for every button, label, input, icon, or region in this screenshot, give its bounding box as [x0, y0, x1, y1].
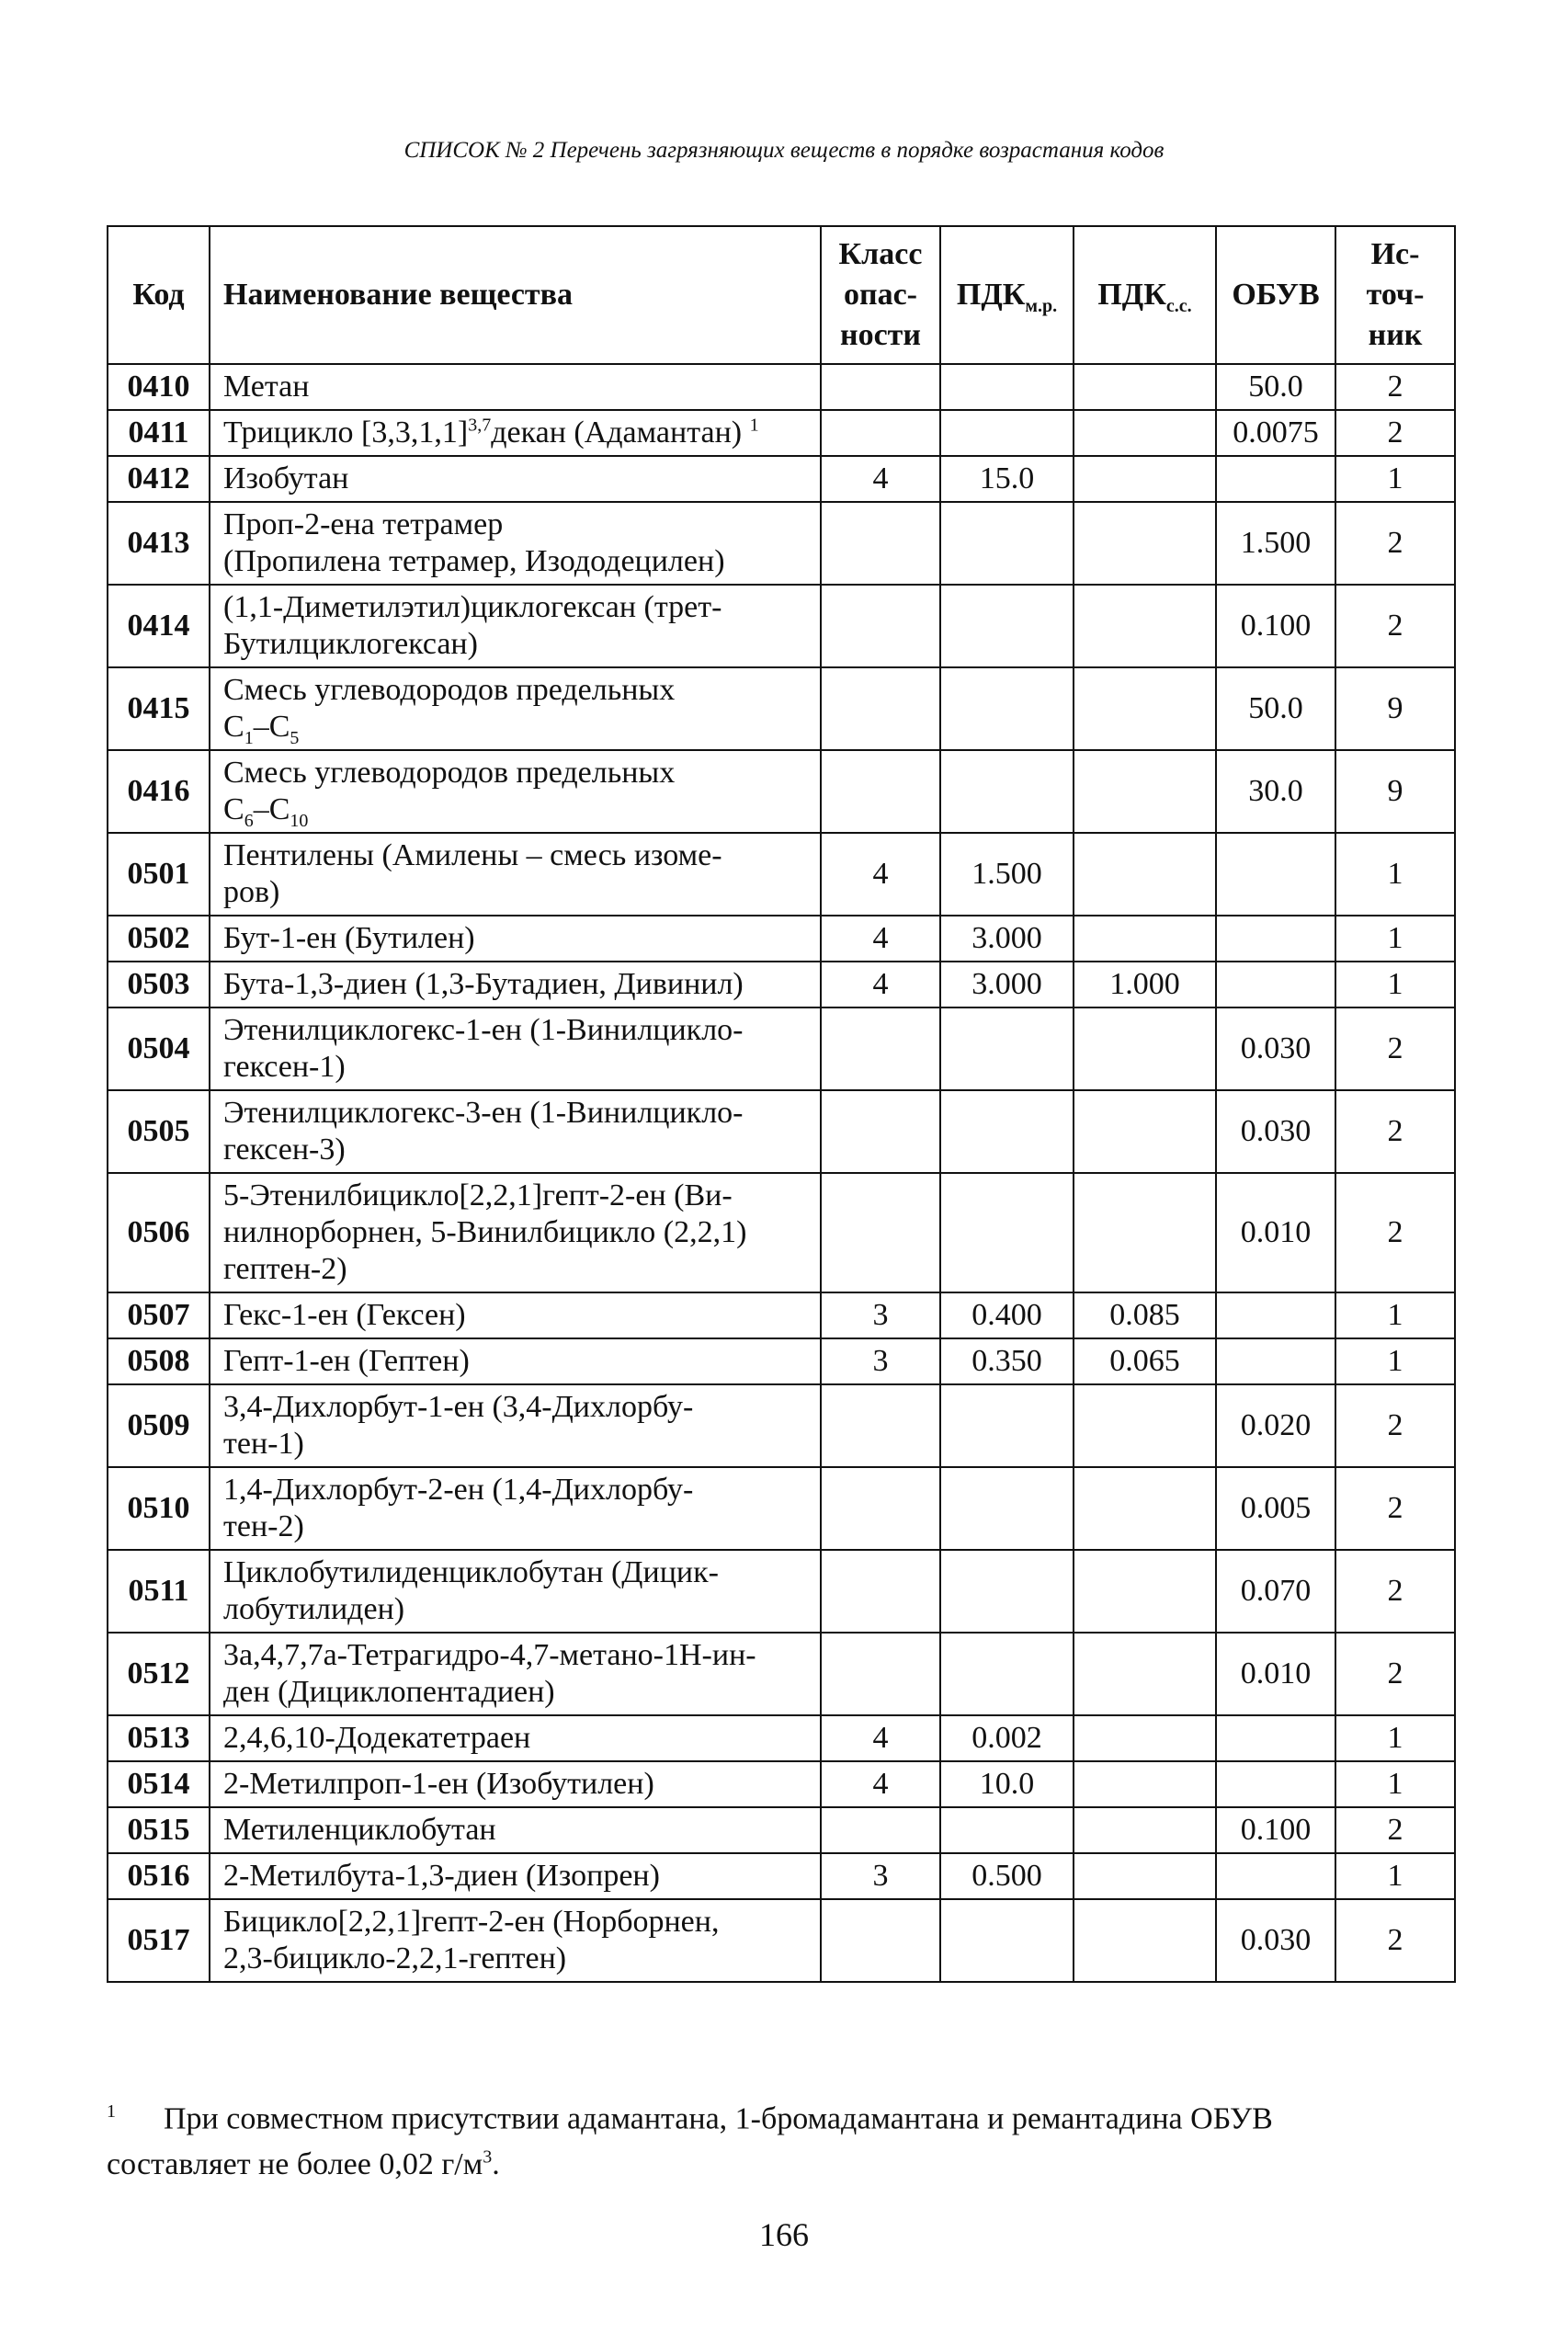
cell-obuv: 0.070: [1216, 1550, 1335, 1633]
cell-source: 1: [1335, 833, 1455, 916]
cell-class: [821, 410, 940, 456]
cell-pdk-mr: [940, 364, 1074, 410]
cell-code: 0512: [108, 1633, 210, 1715]
cell-class: [821, 1550, 940, 1633]
cell-pdk-ss: [1074, 916, 1216, 962]
cell-source: 9: [1335, 667, 1455, 750]
cell-code: 0517: [108, 1899, 210, 1982]
cell-name: Пентилены (Амилены – смесь изоме- ров): [210, 833, 821, 916]
cell-pdk-mr: 1.500: [940, 833, 1074, 916]
cell-name: 2,4,6,10-Додекатетраен: [210, 1715, 821, 1761]
cell-source: 1: [1335, 962, 1455, 1007]
cell-obuv: 0.005: [1216, 1467, 1335, 1550]
cell-pdk-ss: 1.000: [1074, 962, 1216, 1007]
table-row: [108, 1384, 1455, 1467]
table-row: [108, 1467, 1455, 1550]
cell-pdk-mr: 0.400: [940, 1292, 1074, 1338]
substances-table: [107, 225, 1456, 1983]
cell-obuv: [1216, 1292, 1335, 1338]
table-row: [108, 1807, 1455, 1853]
cell-name: Бута-1,3-диен (1,3-Бутадиен, Дивинил): [210, 962, 821, 1007]
cell-obuv: [1216, 833, 1335, 916]
cell-code: 0414: [108, 585, 210, 667]
cell-pdk-mr: 0.500: [940, 1853, 1074, 1899]
cell-source: 9: [1335, 750, 1455, 833]
footnote: [107, 2089, 1454, 2188]
cell-code: 0514: [108, 1761, 210, 1807]
cell-pdk-mr: 0.350: [940, 1338, 1074, 1384]
cell-class: 4: [821, 456, 940, 502]
cell-class: 3: [821, 1292, 940, 1338]
cell-code: 0509: [108, 1384, 210, 1467]
cell-name: Изобутан: [210, 456, 821, 502]
table-row: [108, 585, 1455, 667]
cell-pdk-ss: [1074, 750, 1216, 833]
cell-code: 0411: [108, 410, 210, 456]
cell-pdk-mr: 3.000: [940, 916, 1074, 962]
cell-source: 2: [1335, 1467, 1455, 1550]
cell-obuv: 0.030: [1216, 1899, 1335, 1982]
cell-name: Проп-2-ена тетрамер (Пропилена тетрамер, Изододецилен): [210, 502, 821, 585]
table-row: [108, 1633, 1455, 1715]
cell-code: 0505: [108, 1090, 210, 1173]
cell-pdk-mr: [940, 1550, 1074, 1633]
cell-code: 0506: [108, 1173, 210, 1292]
cell-source: 1: [1335, 456, 1455, 502]
cell-pdk-ss: [1074, 1899, 1216, 1982]
cell-obuv: [1216, 456, 1335, 502]
footnote-ref: 1: [749, 415, 759, 436]
cell-source: 2: [1335, 1090, 1455, 1173]
cell-pdk-mr: [940, 585, 1074, 667]
cell-obuv: 0.010: [1216, 1173, 1335, 1292]
cell-name: 5-Этенилбицикло[2,2,1]гепт-2-ен (Ви- нилнорборнен, 5-Винилбицикло (2,2,1) гептен-2): [210, 1173, 821, 1292]
cell-pdk-mr: [940, 1090, 1074, 1173]
cell-code: 0515: [108, 1807, 210, 1853]
table-row: [108, 1090, 1455, 1173]
cell-name: Смесь углеводородов предельных $C_6-C_{10}$: [210, 750, 821, 833]
cell-pdk-mr: [940, 1173, 1074, 1292]
cell-obuv: [1216, 916, 1335, 962]
cell-pdk-ss: [1074, 1761, 1216, 1807]
cell-code: 0511: [108, 1550, 210, 1633]
cell-code: 0501: [108, 833, 210, 916]
cell-code: 0413: [108, 502, 210, 585]
cell-source: 2: [1335, 1633, 1455, 1715]
cell-code: 0416: [108, 750, 210, 833]
cell-name: Бут-1-ен (Бутилен): [210, 916, 821, 962]
cell-code: 0503: [108, 962, 210, 1007]
cell-pdk-ss: [1074, 410, 1216, 456]
cell-source: 2: [1335, 364, 1455, 410]
cell-name: 3,4-Дихлорбут-1-ен (3,4-Дихлорбу- тен-1): [210, 1384, 821, 1467]
cell-obuv: 1.500: [1216, 502, 1335, 585]
col-header-pdk-mr: $ПДК_{м.р.}$: [940, 226, 1074, 364]
cell-name: Гекс-1-ен (Гексен): [210, 1292, 821, 1338]
cell-source: 1: [1335, 1853, 1455, 1899]
cell-class: [821, 1007, 940, 1090]
table-row: [108, 962, 1455, 1007]
cell-pdk-mr: 15.0: [940, 456, 1074, 502]
cell-source: 1: [1335, 1761, 1455, 1807]
cell-pdk-mr: [940, 1467, 1074, 1550]
cell-code: 0516: [108, 1853, 210, 1899]
cell-code: 0504: [108, 1007, 210, 1090]
cell-class: 4: [821, 962, 940, 1007]
cell-pdk-mr: [940, 1633, 1074, 1715]
cell-class: 3: [821, 1338, 940, 1384]
cell-code: 0507: [108, 1292, 210, 1338]
cell-pdk-mr: [940, 502, 1074, 585]
cell-pdk-mr: 10.0: [940, 1761, 1074, 1807]
footnote-mark: 1: [107, 2101, 116, 2122]
cell-class: [821, 585, 940, 667]
cell-source: 2: [1335, 1007, 1455, 1090]
col-header-pdk-ss: $ПДК_{с.с.}$: [1074, 226, 1216, 364]
cell-pdk-ss: [1074, 833, 1216, 916]
cell-source: 2: [1335, 585, 1455, 667]
cell-name: Метан: [210, 364, 821, 410]
cell-class: 4: [821, 1715, 940, 1761]
cell-source: 1: [1335, 1338, 1455, 1384]
cell-obuv: 0.100: [1216, 585, 1335, 667]
cell-name: Бицикло[2,2,1]гепт-2-ен (Норборнен, 2,3-бицикло-2,2,1-гептен): [210, 1899, 821, 1982]
cell-pdk-ss: [1074, 1090, 1216, 1173]
table-row: [108, 1338, 1455, 1384]
cell-code: 0510: [108, 1467, 210, 1550]
cell-pdk-ss: 0.065: [1074, 1338, 1216, 1384]
cell-code: 0502: [108, 916, 210, 962]
table-row: [108, 364, 1455, 410]
cell-name: Гепт-1-ен (Гептен): [210, 1338, 821, 1384]
cell-pdk-mr: 3.000: [940, 962, 1074, 1007]
cell-pdk-mr: [940, 1007, 1074, 1090]
table-header-row: [108, 226, 1455, 364]
footnote-line-1: $^1$ При совместном присутствии адамантана, 1-бромадамантана и ремантадина ОБУВ: [107, 2101, 1273, 2136]
col-header-obuv: ОБУВ: [1216, 226, 1335, 364]
cell-name: 2-Метилпроп-1-ен (Изобутилен): [210, 1761, 821, 1807]
table-row: [108, 1715, 1455, 1761]
cell-obuv: 0.030: [1216, 1007, 1335, 1090]
cell-source: 2: [1335, 1384, 1455, 1467]
cell-code: 0410: [108, 364, 210, 410]
cell-obuv: 50.0: [1216, 364, 1335, 410]
cell-class: [821, 1807, 940, 1853]
cell-class: 3: [821, 1853, 940, 1899]
table-row: [108, 750, 1455, 833]
cell-class: [821, 1899, 940, 1982]
cell-pdk-ss: [1074, 1384, 1216, 1467]
cell-obuv: 0.100: [1216, 1807, 1335, 1853]
cell-source: 2: [1335, 1807, 1455, 1853]
table-row: [108, 1007, 1455, 1090]
cell-name: 1,4-Дихлорбут-2-ен (1,4-Дихлорбу- тен-2): [210, 1467, 821, 1550]
cell-pdk-mr: [940, 1384, 1074, 1467]
cell-obuv: 0.030: [1216, 1090, 1335, 1173]
cell-pdk-ss: [1074, 585, 1216, 667]
table-row: [108, 502, 1455, 585]
footnote-line-2: составляет не более 0,02 $г/м^3$.: [107, 2147, 500, 2182]
cell-obuv: 0.020: [1216, 1384, 1335, 1467]
cell-pdk-mr: [940, 1899, 1074, 1982]
cell-class: 4: [821, 833, 940, 916]
table-row: [108, 456, 1455, 502]
cell-obuv: 30.0: [1216, 750, 1335, 833]
cell-name: (1,1-Диметилэтил)циклогексан (трет- Бутилциклогексан): [210, 585, 821, 667]
cell-class: [821, 750, 940, 833]
cell-class: [821, 667, 940, 750]
col-header-source: Ис- точ- ник: [1335, 226, 1455, 364]
cell-pdk-ss: [1074, 456, 1216, 502]
table-row: [108, 833, 1455, 916]
cell-class: [821, 364, 940, 410]
table-row: [108, 1899, 1455, 1982]
cell-name: Этенилциклогекс-3-ен (1-Винилцикло- гексен-3): [210, 1090, 821, 1173]
cell-name: Трицикло $[3,3,1,1]^{3,7}декан$ (Адамантан) $^1$: [210, 410, 821, 456]
table-row: [108, 667, 1455, 750]
cell-pdk-ss: [1074, 364, 1216, 410]
cell-pdk-mr: 0.002: [940, 1715, 1074, 1761]
cell-source: 2: [1335, 1173, 1455, 1292]
cell-obuv: 0.010: [1216, 1633, 1335, 1715]
cell-code: 0415: [108, 667, 210, 750]
cell-source: 1: [1335, 1292, 1455, 1338]
cell-code: 0412: [108, 456, 210, 502]
cell-name: Метиленциклобутан: [210, 1807, 821, 1853]
cell-pdk-mr: [940, 410, 1074, 456]
cell-obuv: [1216, 1761, 1335, 1807]
cell-obuv: [1216, 962, 1335, 1007]
cell-name: Циклобутилиденциклобутан (Дицик- лобутилиден): [210, 1550, 821, 1633]
cell-name: Смесь углеводородов предельных $C_1-C_5$: [210, 667, 821, 750]
cell-pdk-ss: [1074, 1853, 1216, 1899]
table-row: [108, 410, 1455, 456]
cell-source: 1: [1335, 916, 1455, 962]
cell-pdk-ss: [1074, 1715, 1216, 1761]
cell-source: 2: [1335, 1899, 1455, 1982]
cell-class: [821, 502, 940, 585]
cell-class: [821, 1384, 940, 1467]
cell-class: [821, 1173, 940, 1292]
cell-code: 0513: [108, 1715, 210, 1761]
cell-pdk-mr: [940, 750, 1074, 833]
cell-pdk-ss: [1074, 1467, 1216, 1550]
cell-pdk-ss: [1074, 1550, 1216, 1633]
cell-class: [821, 1090, 940, 1173]
cell-obuv: [1216, 1853, 1335, 1899]
cell-name: Этенилциклогекс-1-ен (1-Винилцикло- гексен-1): [210, 1007, 821, 1090]
table-row: [108, 1292, 1455, 1338]
cell-name: 2-Метилбута-1,3-диен (Изопрен): [210, 1853, 821, 1899]
cell-pdk-mr: [940, 1807, 1074, 1853]
cell-pdk-ss: [1074, 1633, 1216, 1715]
cell-obuv: [1216, 1338, 1335, 1384]
table-row: [108, 1853, 1455, 1899]
cell-source: 2: [1335, 410, 1455, 456]
page-header: СПИСОК № 2 Перечень загрязняющих веществ в порядке возрастания кодов: [403, 138, 1165, 163]
cell-pdk-mr: [940, 667, 1074, 750]
table-row: [108, 916, 1455, 962]
table-row: [108, 1173, 1455, 1292]
table-row: [108, 1761, 1455, 1807]
cell-code: 0508: [108, 1338, 210, 1384]
col-header-code: Код: [108, 226, 210, 364]
substances-table-wrap: [107, 225, 1456, 1983]
cell-name: 3а,4,7,7а-Тетрагидро-4,7-метано-1Н-ин- ден (Дициклопентадиен): [210, 1633, 821, 1715]
cell-pdk-ss: [1074, 1807, 1216, 1853]
col-header-class: Класс опас- ности: [821, 226, 940, 364]
cell-pdk-ss: 0.085: [1074, 1292, 1216, 1338]
cell-class: 4: [821, 1761, 940, 1807]
cell-obuv: [1216, 1715, 1335, 1761]
cell-class: 4: [821, 916, 940, 962]
cell-source: 1: [1335, 1715, 1455, 1761]
page-number: 166: [759, 2216, 809, 2253]
cell-source: 2: [1335, 502, 1455, 585]
cell-class: [821, 1467, 940, 1550]
cell-pdk-ss: [1074, 1173, 1216, 1292]
table-row: [108, 1550, 1455, 1633]
cell-source: 2: [1335, 1550, 1455, 1633]
cell-pdk-ss: [1074, 1007, 1216, 1090]
cell-obuv: 50.0: [1216, 667, 1335, 750]
cell-pdk-ss: [1074, 502, 1216, 585]
cell-class: [821, 1633, 940, 1715]
cell-obuv: 0.0075: [1216, 410, 1335, 456]
cell-pdk-ss: [1074, 667, 1216, 750]
col-header-name: Наименование вещества: [210, 226, 821, 364]
